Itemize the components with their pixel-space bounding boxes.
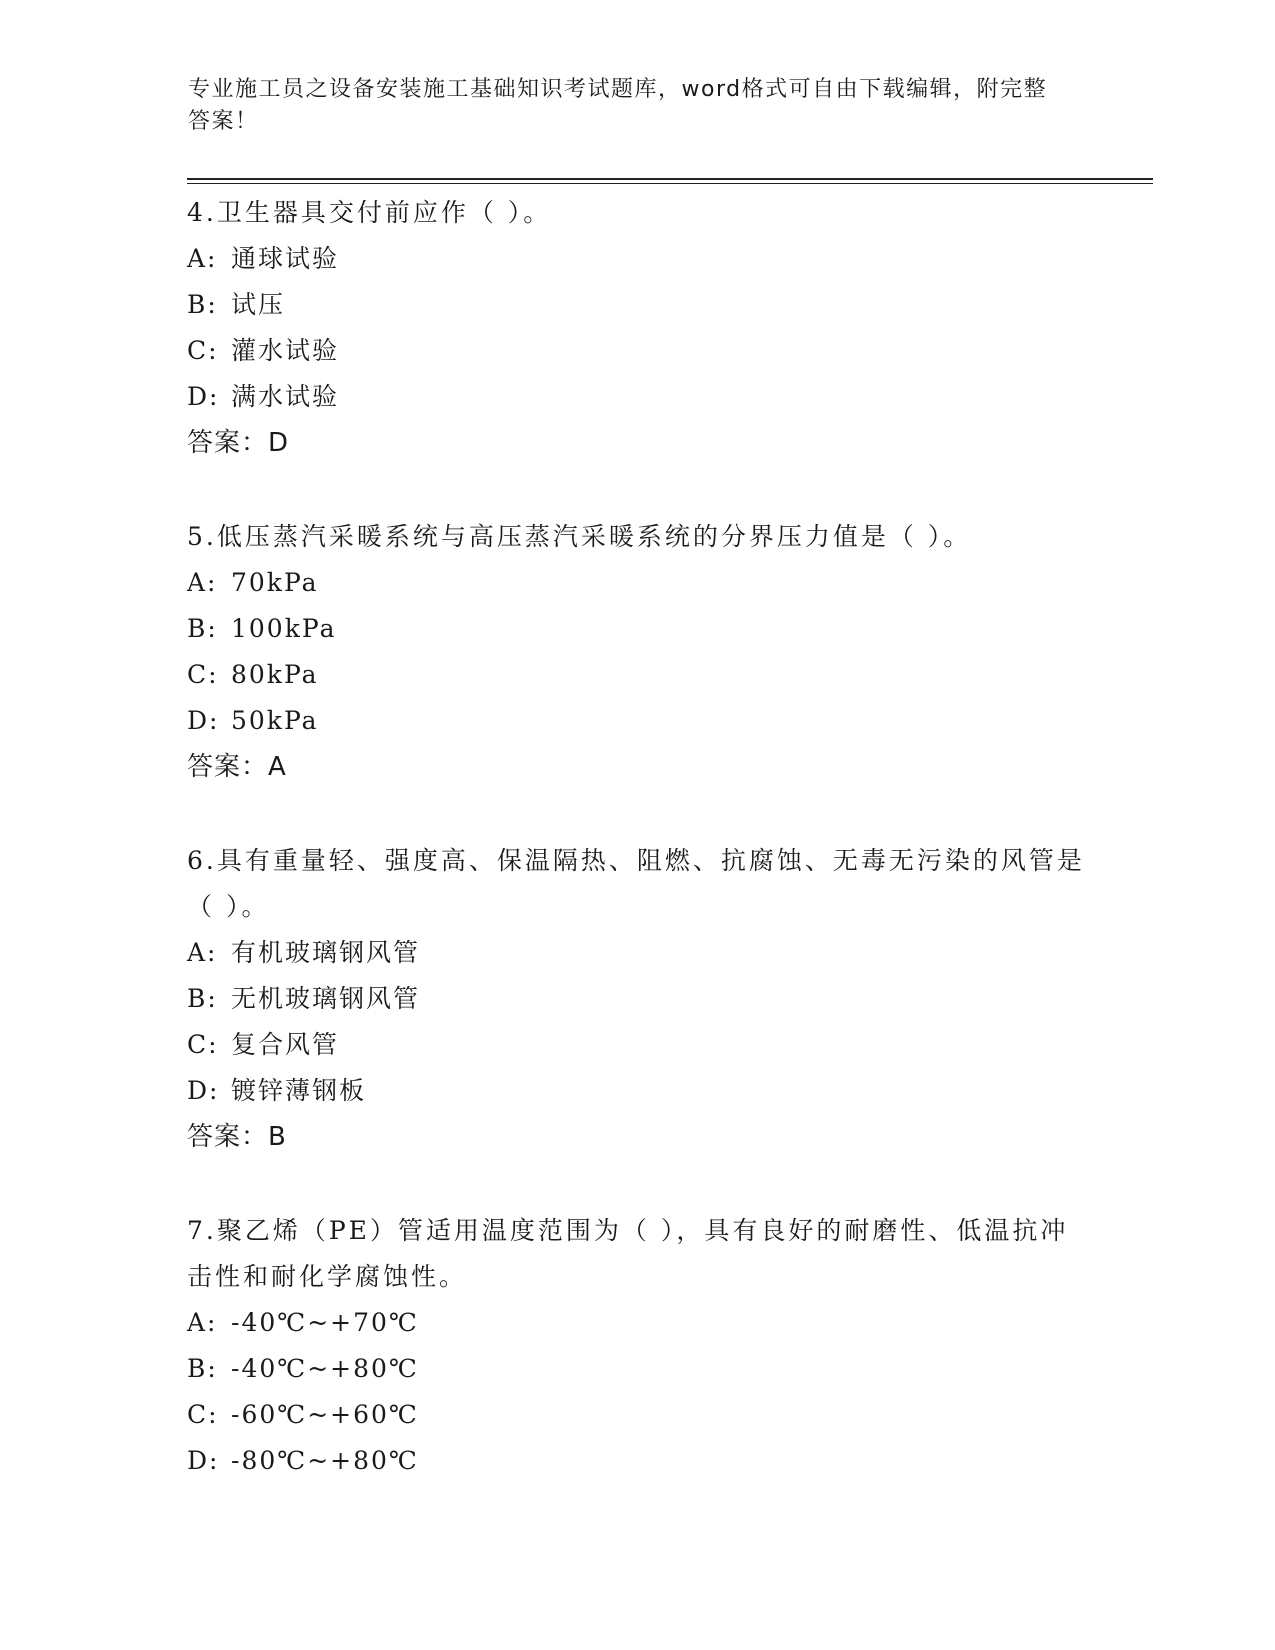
option-d <box>187 1068 1087 1114</box>
option-letter: C: <box>187 660 219 689</box>
question-stem: 5.低压蒸汽采暖系统与高压蒸汽采暖系统的分界压力值是（ ）。 <box>187 522 972 551</box>
option-letter: A: <box>187 244 218 273</box>
option-letter: B: <box>187 614 218 643</box>
question-stem: 4.卫生器具交付前应作（ ）。 <box>187 198 552 227</box>
option-text: 满水试验 <box>231 382 340 411</box>
option-d <box>187 374 1087 420</box>
option-c <box>187 1022 1087 1068</box>
option-text: 无机玻璃钢风管 <box>231 984 421 1013</box>
option-text: 100kPa <box>231 614 337 643</box>
option-text: 灌水试验 <box>231 336 340 365</box>
option-text: -60℃~+60℃ <box>231 1400 419 1429</box>
question-stem: 7.聚乙烯（PE）管适用温度范围为（ ），具有良好的耐磨性、低温抗冲击性和耐化学腐蚀性。 <box>187 1216 1069 1291</box>
question-list <box>187 190 1087 1532</box>
question-5 <box>187 514 1087 790</box>
option-a <box>187 930 1087 976</box>
option-text: 镀锌薄钢板 <box>231 1076 367 1105</box>
question-4 <box>187 190 1087 466</box>
option-b <box>187 976 1087 1022</box>
question-6 <box>187 838 1087 1160</box>
option-c <box>187 1392 1087 1438</box>
option-letter: D: <box>187 1446 220 1475</box>
option-letter: C: <box>187 1400 219 1429</box>
question-stem: 6.具有重量轻、强度高、保温隔热、阻燃、抗腐蚀、无毒无污染的风管是（ ）。 <box>187 846 1085 921</box>
option-letter: B: <box>187 984 218 1013</box>
option-b <box>187 282 1087 328</box>
option-letter: D: <box>187 1076 220 1105</box>
option-letter: C: <box>187 336 219 365</box>
option-text: 50kPa <box>231 706 319 735</box>
option-letter: B: <box>187 1354 218 1383</box>
option-a <box>187 1300 1087 1346</box>
answer-line: 答案：D <box>187 428 290 458</box>
question-7 <box>187 1208 1087 1484</box>
option-letter: D: <box>187 382 220 411</box>
option-b <box>187 1346 1087 1392</box>
option-text: 80kPa <box>231 660 319 689</box>
option-c <box>187 328 1087 374</box>
option-text: -40℃~+80℃ <box>231 1354 419 1383</box>
option-text: 70kPa <box>231 568 319 597</box>
answer-line: 答案：A <box>187 752 287 782</box>
option-letter: A: <box>187 1308 218 1337</box>
option-a <box>187 236 1087 282</box>
option-text: 复合风管 <box>231 1030 340 1059</box>
option-text: 通球试验 <box>231 244 340 273</box>
option-text: 试压 <box>231 290 286 319</box>
option-letter: A: <box>187 938 218 967</box>
option-text: 有机玻璃钢风管 <box>231 938 421 967</box>
option-letter: C: <box>187 1030 219 1059</box>
document-header: 专业施工员之设备安装施工基础知识考试题库，word格式可自由下载编辑，附完整答案！ <box>188 77 1048 134</box>
option-d <box>187 698 1087 744</box>
option-d <box>187 1438 1087 1484</box>
option-text: -80℃~+80℃ <box>231 1446 419 1475</box>
option-text: -40℃~+70℃ <box>231 1308 419 1337</box>
option-letter: A: <box>187 568 218 597</box>
option-letter: D: <box>187 706 220 735</box>
option-a <box>187 560 1087 606</box>
header-divider <box>187 178 1153 184</box>
option-b <box>187 606 1087 652</box>
option-c <box>187 652 1087 698</box>
option-letter: B: <box>187 290 218 319</box>
answer-line: 答案：B <box>187 1122 287 1152</box>
